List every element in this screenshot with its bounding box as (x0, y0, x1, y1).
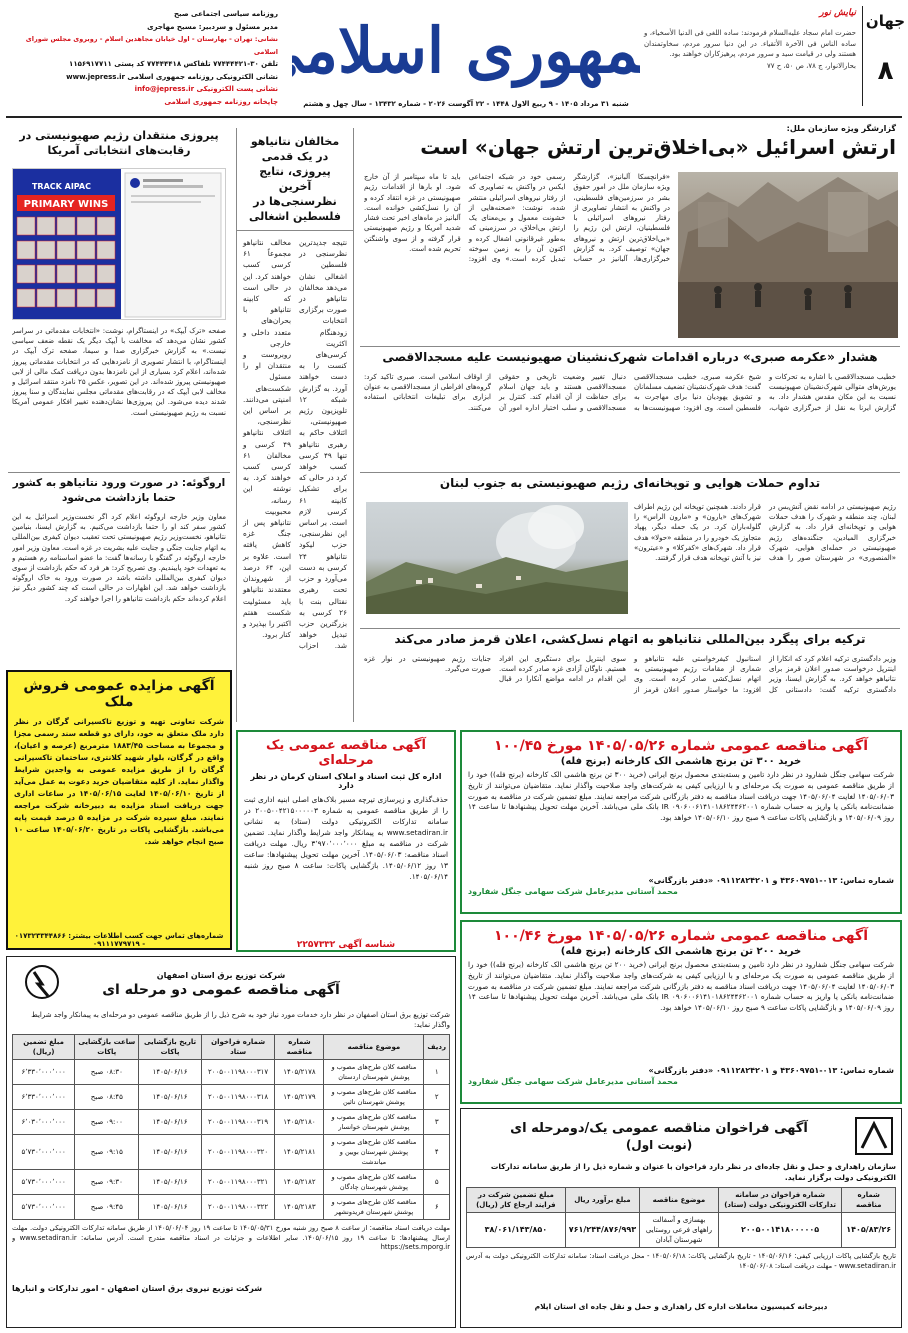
masthead-rule (6, 116, 902, 118)
info-line: چاپخانه روزنامه جمهوری اسلامی (164, 97, 278, 106)
power-cell: ۲۰۰۵۰۰۱۱۹۸۰۰۰۳۱۷ (201, 1060, 275, 1085)
graphic-title: PRIMARY WINS (23, 199, 109, 210)
road-col-header: شماره فراخوان در سامانه تدارکات الکترونیکی دولت (ستاد) (718, 1188, 842, 1213)
info-line: تلفن ۳۰-۷۷۴۴۴۴۲۱ تلفاکس ۷۷۴۴۴۴۱۸ کد پستی ۱۱۵۶۹۱۷۷۱۱ (69, 60, 278, 68)
road-cell: ۷۶۱/۲۴۴/۸۷۶/۹۹۳ (565, 1213, 639, 1248)
power-company-logo-icon (12, 962, 72, 1006)
road-cell: ۲۰۰۵۰۰۱۴۱۸۰۰۰۰۰۵ (718, 1213, 842, 1248)
side-body: نتیجه جدیدترین نظرسنجی در فلسطین اشغالی نشان می‌دهد مخالفان نتانیاهو در صورت برگزاری انتخابات زودهنگام اکثریت کرسی‌های کنست را به دست خواهند آورد. به گزارش شبکه ۱۲ تلویزیون رژیم صهیونیستی، ائتلاف حاکم به رهبری نتانیاهو تنها ۴۹ کرسی کسب خواهد کرد در حالی که برای تشکیل کابینه ۶۱ کرسی لازم است. بر اساس این نظرسنجی، حزب لیکود نتانیاهو ۲۴ کرسی به دست می‌آورد و حزب تحت رهبری نفتالی بنت با ۲۶ کرسی به بزرگترین حزب تبدیل خواهد شد. احزاب مخالف نتانیاهو مجموعاً ۶۱ کرسی کسب خواهند کرد. این در حالی است که کابینه نتانیاهو با بحران‌های متعدد داخلی و خارجی روبروست و منتقدان او را مسئول شکست‌های امنیتی می‌دانند. بر اساس این نظرسنجی، ائتلاف نتانیاهو ۴۹ کرسی و مخالفان ۶۱ کرسی کسب خواهند کرد. به نوشته این رسانه، محبوبیت نتانیاهو پس از جنگ غزه کاهش یافته است. علاوه بر این، ۶۴ درصد از شهروندان معتقدند نتانیاهو باید مسئولیت شکست هفتم اکتبر را بپذیرد و کنار برود. (243, 238, 347, 651)
power-cell: ۶٬۰۳۰٬۰۰۰٬۰۰۰ (13, 1110, 75, 1135)
left-mid-story (6, 476, 232, 664)
side-headline: مخالفان نتانیاهو در یک قدمی پیروزی، نتایج آخرین نظرسنجی‌ها در فلسطین اشغالی (237, 128, 353, 231)
graphic-brand: TRACK AIPAC (31, 182, 91, 191)
track-aipac-graphic (12, 168, 226, 320)
power-cell: ۲۰۰۵۰۰۱۱۹۸۰۰۰۳۲۱ (201, 1170, 275, 1195)
power-cell: ۱۴۰۵/۰۶/۱۶ (139, 1195, 201, 1220)
rice1-contact: شماره تماس: ۰۱۳-۴۳۶۰۹۷۵۱ و ۰۹۱۱۲۸۲۴۲۰۱ «دفتر بازرگانی» (648, 876, 894, 885)
road-col-header: شماره مناقصه (842, 1188, 896, 1213)
newspaper-logo (292, 2, 640, 92)
power-table-row (13, 1135, 450, 1170)
article3-top-rule (360, 472, 900, 473)
quote-source: بحارالانوار، ج ۷۸، ص ۵۰، ح ۷۷ (766, 61, 856, 70)
power-table-row (13, 1195, 450, 1220)
power-cell: مناقصه کلان طرح‌های مصوب و پوشش شهرستان چادگان (324, 1170, 424, 1195)
road-notes: تاریخ بازگشایی پاکات ارزیابی کیفی: ۱۴۰۵/۰۶/۱۶ - تاریخ بازگشایی پاکات: ۱۴۰۵/۰۶/۱۸ - محل دریافت اسناد: سامانه تدارکات الکترونیکی دولت به آدرس www.setadiran.ir - مهلت دریافت اسناد: ۱۴۰۵/۰۶/۰۸ (466, 1252, 896, 1270)
power-col-header: موضوع مناقصه (324, 1035, 424, 1060)
road-intro: سازمان راهداری و حمل و نقل جاده‌ای در نظر دارد فراخوان با عنوان و شماره ذیل را از طریق سامانه تدارکات الکترونیکی دولت برگزار نماید. (490, 1162, 896, 1182)
power-cell: ۰۹:۳۰ صبح (75, 1170, 139, 1195)
road-tender-ad (460, 1108, 902, 1328)
power-cell: ۰۹:۴۵ صبح (75, 1195, 139, 1220)
kerman-subtitle: اداره کل ثبت اسناد و املاک استان کرمان در نظر دارد (250, 772, 442, 790)
power-table-row (13, 1085, 450, 1110)
power-table-row (13, 1170, 450, 1195)
kerman-title: آگهی مناقصه عمومی یک مرحله‌ای (266, 738, 426, 768)
info-line: روزنامه سیاسی اجتماعی صبح (173, 10, 278, 18)
section-label (862, 6, 908, 106)
road-logo (852, 1114, 896, 1158)
road-col-header: موضوع مناقصه (640, 1188, 719, 1213)
logo-wordmark (292, 2, 640, 92)
auction-body: شرکت تعاونی تهیه و توزیع تاکسیرانی گرگان در نظر دارد ملک متعلق به خود، دارای دو قطعه سند رسمی مجزا و مجموعا به مساحت ۱۸۸۳/۴۵ مترمربع (عرصه و اعیان)، واقع در گرگان، بلوار شهید کلانتری، ساختمان تاکسیرانی گرگان را از طریق مزایده عمومی به واجدین شرایط واگذار نماید. از کلیه متقاضیان خرید دعوت به عمل می‌آید از تاریخ ۱۴۰۵/۰۶/۱۰ لغایت ۱۴۰۵/۰۶/۱۵ در ساعات اداری جهت دریافت اسناد مزایده به دبیرخانه شرکت مراجعه نمایند. مبلغ سپرده شرکت در مزایده ۵ درصد قیمت پایه می‌باشد. بازگشایی پاکات در تاریخ ۱۴۰۵/۰۶/۲۰ ساعت ۱۰ صبح انجام خواهد شد. (14, 717, 224, 846)
article2 (360, 350, 900, 470)
power-cell: ۱۴۰۵/۰۶/۱۶ (139, 1135, 201, 1170)
power-cell: ۰۹:۱۵ صبح (75, 1135, 139, 1170)
rice1-signature: محمد آستانی مدیرعامل شرکت سهامی جنگل شفارود (468, 887, 678, 896)
power-cell: ۱۴۰۵/۲۱۸۲ (275, 1170, 324, 1195)
rice-tender-ad-2 (460, 920, 902, 1104)
left-top-headline: پیروزی منتقدان رژیم صهیونیستی در رقابت‌های انتخاباتی آمریکا (19, 129, 219, 157)
road-col-header: مبلغ برآورد ریال (565, 1188, 639, 1213)
power-col-header: تاریخ بازگشایی پاکات (139, 1035, 201, 1060)
power-cell: ۱۴۰۵/۲۱۷۹ (275, 1085, 324, 1110)
info-line: نشانی: تهران - بهارستان - اول خیابان مجاهدین اسلام - روبروی مجلس شورای اسلامی (25, 35, 278, 56)
rice2-title: آگهی مناقصه عمومی شماره ۱۴۰۵/۰۵/۲۶ مورخ ۱۰۰/۴۶ (493, 928, 868, 944)
power-table-row (13, 1110, 450, 1135)
power-cell: ۰۸:۴۵ صبح (75, 1085, 139, 1110)
auction-title: آگهی مزایده عمومی فروش ملک (23, 678, 215, 710)
left-mid-headline: اروگوئه: در صورت ورود نتانیاهو به کشور حتما بازداشت می‌شود (12, 477, 226, 504)
left-top-body: صفحه «ترک آیپک» در اینستاگرام، نوشت: «انتخابات مقدماتی در سراسر کشور نشان می‌دهد که مخالفت با آیپک دیگر یک نقطه ضعف سیاسی نیست.» به گزارش خبرگزاری صدا و سیما، صفحه ترک آیپک در اینستاگرام، با انتشار تصویری از نامزدهایی که در انتخابات مقدماتی پیروز شده‌اند، اعلام کرد بسیاری از این نامزدها بدون دریافت کمک مالی از لابی صهیونیستی پیروز شده‌اند. در این تصویر، عکس ۲۵ نامزد منتقد اسرائیل و مخالف لابی آیپک که در رقابت‌های مقدماتی مجلس نمایندگان و سنا پیروز شدند دیده می‌شود. این پیروزی‌ها نشان‌دهنده تغییر افکار عمومی آمریکا نسبت به رژیم صهیونیستی است. (12, 327, 226, 417)
article4-headline: ترکیه برای پیگرد بین‌المللی نتانیاهو به اتهام نسل‌کشی، اعلان قرمز صادر می‌کند (394, 632, 866, 646)
info-line: نشانی پست الکترونیکی info@jepress.ir (134, 85, 278, 93)
quote-box (644, 8, 856, 108)
article3-photo (366, 502, 628, 614)
road-col-header: مبلغ تضمین شرکت در فرایند ارجاع کار (ریال) (467, 1188, 566, 1213)
left-mid-body: معاون وزیر خارجه اروگوئه اعلام کرد اگر نخست‌وزیر اسرائیل به این کشور سفر کند او را حتما بازداشت می‌کنیم. به گزارش ایسنا، بنیامین نتانیاهو، نخست‌وزیر رژیم صهیونیستی تحت تعقیب دیوان کیفری بین‌المللی به اتهام جنایت جنگی و جنایت علیه بشریت در غزه است. معاون وزیر امور خارجه اروگوئه در گفتگو با رسانه‌ها گفت: ما عضو اساسنامه رم هستیم و به تعهدات خود پایبندیم. وی تصریح کرد: هر فرد که حکم بازداشت از سوی دیوان کیفری بین‌المللی داشته باشد در صورت ورود به خاک اروگوئه بازداشت خواهد شد. این اظهارات در حالی است که چند کشور دیگر نیز اعلام کرده‌اند حکم بازداشت نتانیاهو را اجرا خواهند کرد. (12, 513, 226, 603)
lead-kicker: گزارشگر ویژه سازمان ملل: (786, 124, 896, 133)
power-notes: مهلت دریافت اسناد مناقصه: از ساعت ۸ صبح روز شنبه مورخ ۱۴۰۵/۰۵/۳۱ تا ساعت ۱۹ روز ۱۴۰۵/۰۶/۰۴ از طریق سامانه تدارکات الکترونیکی دولت. مهلت ارسال پیشنهادها: تا ساعت ۱۹ روز ۱۴۰۵/۰۶/۱۵. سایر اطلاعات و جزئیات در اسناد مناقصه مندرج است. آدرس سامانه: www.setadiran.ir و https://sets.mporg.ir (12, 1224, 450, 1251)
power-cell: ۰۸:۳۰ صبح (75, 1060, 139, 1085)
power-cell: مناقصه کلان طرح‌های مصوب و پوشش شهرستان فریدونشهر (324, 1195, 424, 1220)
power-cell: ۲۰۰۵۰۰۱۱۹۸۰۰۰۳۱۹ (201, 1110, 275, 1135)
article2-headline: هشدار «عکرمه صبری» درباره اقدامات شهرک‌نشینان صهیونیست علیه مسجدالاقصی (382, 350, 878, 364)
power-cell: ۳ (424, 1110, 450, 1135)
power-tender-ad (6, 956, 456, 1328)
article2-top-rule (360, 346, 900, 347)
road-table-header (467, 1188, 896, 1213)
power-cell: ۱۴۰۵/۰۶/۱۶ (139, 1085, 201, 1110)
power-col-header: مبلغ تضمین (ریال) (13, 1035, 75, 1060)
power-table-row (13, 1060, 450, 1085)
power-cell: ۴ (424, 1135, 450, 1170)
power-cell: ۵٬۷۳۰٬۰۰۰٬۰۰۰ (13, 1195, 75, 1220)
power-cell: ۱۴۰۵/۲۱۸۱ (275, 1135, 324, 1170)
road-cell: بهسازی و آسفالت راههای فرعی روستایی شهرستان آبادان (640, 1213, 719, 1248)
rice1-subtitle: خرید ۳۰۰ تن برنج هاشمی الک کارخانه (برنج فله) (560, 756, 802, 767)
lead-photo (678, 172, 898, 338)
power-cell: مناقصه کلان طرح‌های مصوب و پوشش شهرستان خوانسار (324, 1110, 424, 1135)
article3 (360, 476, 900, 626)
smoke-hills-image (366, 502, 628, 614)
road-table-row (467, 1213, 896, 1248)
info-line: نشانی الکترونیکی روزنامه جمهوری اسلامی www.jepress.ir (66, 72, 278, 81)
lead-headline: ارتش اسرائیل «بی‌اخلاق‌ترین ارتش جهان» است (420, 135, 896, 159)
power-signature: شرکت توزیع نیروی برق استان اصفهان - امور تدارکات و انبارها (12, 1284, 263, 1293)
power-cell: ۲۰۰۵۰۰۱۱۹۸۰۰۰۳۲۰ (201, 1135, 275, 1170)
road-cell: ۱۴۰۵/۸۳/۲۶ (842, 1213, 896, 1248)
power-table-header (13, 1035, 450, 1060)
page-number: ۸ (877, 56, 894, 86)
primary-wins-image (12, 169, 225, 320)
rubble-scene-image (678, 172, 898, 338)
power-cell: مناقصه کلان طرح‌های مصوب و پوشش شهرستان نائین (324, 1085, 424, 1110)
left-top-story (6, 128, 232, 470)
power-col-header: ردیف (424, 1035, 450, 1060)
power-cell: مناقصه کلان طرح‌های مصوب و پوشش شهرستان اردستان (324, 1060, 424, 1085)
power-cell: ۲۰۰۵۰۰۱۱۹۸۰۰۰۳۲۲ (201, 1195, 275, 1220)
power-cell: ۵٬۷۳۰٬۰۰۰٬۰۰۰ (13, 1170, 75, 1195)
lead-body: «فرانچسکا آلبانیز»، گزارشگر ویژه سازمان ملل در امور حقوق بشر در سرزمین‌های فلسطینی، در واکنش به انتشار تصاویری از رفتار نیروهای اسرائیلی با فلسطینیان، ارتش این رژیم را «بی‌اخلاق‌ترین ارتش و نیروهای جهان» توصیف کرد. به گزارش خبرگزاری‌ها، آلبانیز در حساب رسمی خود در شبکه اجتماعی ایکس در واکنش به تصاویری که از رفتار نیروهای اسرائیلی منتشر شده، نوشت: «صحنه‌هایی از خشونت معمول و بی‌معنای یک ارتش بی‌اخلاق، در سرزمینی که به‌طور غیرقانونی اشغال کرده و اکنون آن را به زمین سوخته تبدیل کرده است.» وی افزود: باید تا ماه سپتامبر از آن خارج شود. او بارها از اقدامات رژیم صهیونیستی در غزه انتقاد کرده و آن را نسل‌کشی خوانده است. آلبانیز در ماه‌های اخیر تحت فشار شدید آمریکا و رژیم صهیونیستی قرار گرفته و از سوی واشنگتن تحریم شده است. (364, 173, 670, 264)
dateline: شنبه ۳۱ مرداد ۱۴۰۵ - ۹ ربیع الاول ۱۴۴۸ - ۲۲ آگوست ۲۰۲۶ - شماره ۱۳۴۳۲ - سال چهل و هشتم (303, 100, 629, 108)
auction-ad (6, 670, 232, 950)
power-cell: ۱۴۰۵/۲۱۸۳ (275, 1195, 324, 1220)
power-cell: ۲۰۰۵۰۰۱۱۹۸۰۰۰۳۱۸ (201, 1085, 275, 1110)
section-title: جهان (865, 12, 906, 30)
article3-headline: تداوم حملات هوایی و توپخانه‌ای رژیم صهیونیستی به جنوب لبنان (439, 476, 821, 490)
power-cell: ۵٬۷۳۰٬۰۰۰٬۰۰۰ (13, 1135, 75, 1170)
rice2-contact: شماره تماس: ۰۱۳-۴۳۶۰۹۷۵۱ و ۰۹۱۱۲۸۲۴۲۰۱ «دفتر بازرگانی» (648, 1066, 894, 1075)
quote-text: حضرت امام سجاد علیه‌السلام فرمودند: ساده اللغی فی الدنیا الأسخیاء، و ساده الناس فی الآخرة الأتقیاء. در این دنیا سرور مردم، سخاوتمندان هستند ولی در قیامت سید و سرور مردم، پرهیزکاران خواهند بود. (644, 29, 856, 58)
rice2-subtitle: خرید ۲۰۰ تن برنج هاشمی الک کارخانه (برنج فله) (560, 946, 802, 957)
road-title: آگهی فراخوان مناقصه عمومی یک/دومرحله ای (510, 1120, 808, 1136)
power-cell: ۶ (424, 1195, 450, 1220)
power-cell: ۶٬۳۳۰٬۰۰۰٬۰۰۰ (13, 1085, 75, 1110)
info-box (8, 8, 278, 108)
article4-body: وزیر دادگستری ترکیه اعلام کرد که انکارا از اینترپل درخواست صدور اعلان قرمز برای نتانیاهو خواهد کرد. به گزارش ایسنا، وزیر دادگستری ترکیه گفت: دادستانی کل استانبول کیفرخواستی علیه نتانیاهو و شماری از مقامات رژیم صهیونیستی به اتهام نسل‌کشی صادر کرده است. وی افزود: ما خواستار صدور اعلان قرمز از سوی اینترپل برای دستگیری این افراد هستیم. ناوگان آزادی غزه صادر کرده است. این اقدام در ادامه مواضع آنکارا در قبال جنایات رژیم صهیونیستی در نوار غزه صورت می‌گیرد. (364, 655, 896, 694)
rice2-signature: محمد آستانی مدیرعامل شرکت سهامی جنگل شفارود (468, 1077, 678, 1086)
rice-tender-ad-1 (460, 730, 902, 914)
power-org: شرکت توزیع برق استان اصفهان (156, 970, 286, 980)
side-column (236, 128, 354, 722)
kerman-body: حذف‌گذاری و زیرسازی تیرچه مسیر بلاک‌های اصلی ابنیه اداری ثبت را از طریق مناقصه عمومی به شماره ۲۰۰۵۰۰۴۲۱۵۰۰۰۰۰۳ در سامانه تدارکات الکترونیکی دولت (ستاد) به نشانی www.setadiran.ir به پیمانکار واجد شرایط واگذار نماید. تضمین شرکت در مناقصه به مبلغ ۳٬۹۷۰٬۰۰۰٬۰۰۰ ریال. مهلت دریافت اسناد مناقصه: ۱۴۰۵/۰۶/۰۳. آخرین مهلت تحویل پیشنهادها: ساعت ۱۳ روز ۱۴۰۵/۰۶/۱۲. بازگشایی پاکات: ساعت ۸ صبح روز شنبه ۱۴۰۵/۰۶/۱۴. (244, 795, 448, 881)
quote-title: نیایش نور (819, 8, 856, 18)
power-logo (12, 962, 72, 1006)
power-cell: ۱۴۰۵/۰۶/۱۶ (139, 1170, 201, 1195)
road-signature: دبیرخانه کمیسیون معاملات اداره کل راهداری و حمل و نقل جاده ای استان ایلام (534, 1302, 828, 1311)
power-title: آگهی مناقصه عمومی دو مرحله ای (102, 981, 340, 998)
lead-story (358, 124, 902, 344)
rice1-body: شرکت سهامی جنگل شفارود در نظر دارد تامین و بسته‌بندی محصول برنج ایرانی (خرید ۳۰۰ تن برنج هاشمی الک کارخانه (برنج فله)) خود را از طریق مناقصه عمومی به صورت یک مرحله‌ای و با ارزیابی کیفی به شرکت‌های واجد صلاحیت واگذار نماید. متقاضیان می‌توانند از تاریخ ۱۴۰۵/۰۶/۰۳ لغایت ۱۴۰۵/۰۶/۰۴ جهت دریافت اسناد مناقصه به دفتر بازرگانی شرکت مراجعه نمایند. مبلغ تضمین شرکت در مناقصه به صورت ضمانت‌نامه بانکی یا واریز به حساب شماره IR ۰۹۰۶۰۰۶۱۴۱۰۱۸۶۲۴۴۶۲۰۰۱ بانک ملی می‌باشد. آخرین مهلت تحویل پیشنهادها تا ساعت ۱۴ روز ۱۴۰۵/۰۶/۰۹ و بازگشایی پاکات ساعت ۹ صبح روز ۱۴۰۵/۰۶/۱۰ خواهد بود. (468, 770, 894, 823)
power-col-header: شماره مناقصه (275, 1035, 324, 1060)
power-cell: مناقصه کلان طرح‌های مصوب و پوشش شهرستان بویین و میاندشت (324, 1135, 424, 1170)
power-cell: ۱۴۰۵/۰۶/۱۶ (139, 1110, 201, 1135)
road-subtitle: (نوبت اول) (625, 1137, 693, 1152)
power-col-header: ساعت بازگشایی پاکات (75, 1035, 139, 1060)
article4 (360, 632, 900, 724)
article4-top-rule (360, 628, 900, 629)
power-cell: ۱۴۰۵/۲۱۷۸ (275, 1060, 324, 1085)
masthead (0, 0, 908, 118)
power-cell: ۱۴۰۵/۲۱۸۰ (275, 1110, 324, 1135)
power-cell: ۱۴۰۵/۰۶/۱۶ (139, 1060, 201, 1085)
article2-body: خطیب مسجدالاقصی با اشاره به تحرکات و یورش‌های متوالی شهرک‌نشینان صهیونیست نسبت به این مکان مقدس هشدار داد. به گزارش ایرنا به نقل از خبرگزاری شهاب، شیخ عکرمه صبری، خطیب مسجدالاقصی گفت: هدف شهرک‌نشینان تضعیف مسلمانان و تشویق یهودیان دنیا برای مهاجرت به فلسطین است. وی افزود: صهیونیست‌ها به دنبال تغییر وضعیت تاریخی و حقوقی مسجدالاقصی هستند و باید جهان اسلام برای حفاظت از آن اقدام کند. کنترل بر مسجدالاقصی و سلب اختیار اداره امور آن از اوقاف اسلامی است. صبری تاکید کرد: گروه‌های افراطی از مسجدالاقصی به عنوان ابزاری برای تبلیغات انتخاباتی استفاده می‌کنند. (364, 373, 896, 412)
power-cell: ۶٬۳۳۰٬۰۰۰٬۰۰۰ (13, 1060, 75, 1085)
info-line: مدیر مسئول و سردبیر: مسیح مهاجری (147, 22, 278, 31)
rice1-title: آگهی مناقصه عمومی شماره ۱۴۰۵/۰۵/۲۶ مورخ ۱۰۰/۴۵ (493, 738, 868, 754)
power-cell: ۱ (424, 1060, 450, 1085)
article3-body-right: رژیم صهیونیستی در ادامه نقض آتش‌بس در لبنان، چند منطقه و شهرک را هدف حملات هوایی و توپخانه‌ای قرار داد. به گزارش خبرگزاری المیادین، جنگنده‌های رژیم صهیونیستی در حمله‌ای هوایی، شهرک «المنصوری» در شهرستان صور را هدف قرار دادند. همچنین توپخانه این رژیم اطراف شهرک‌های «یارون» و «مارون الراس» را گلوله‌باران کرد. در یک حمله دیگر، پهپاد متجاوز یک خودرو را در منطقه «حولا» هدف قرار داد. شهرک‌های «کفرکلا» و «عیترون» نیز با آتش توپخانه هدف قرار گرفتند. (634, 503, 896, 563)
power-table (12, 1034, 450, 1220)
road-org-logo-icon (852, 1114, 896, 1158)
power-col-header: شماره فراخوان ستاد (201, 1035, 275, 1060)
road-cell: ۳۸/۰۶۱/۱۴۳/۸۵۰ (467, 1213, 566, 1248)
power-intro: شرکت توزیع برق استان اصفهان در نظر دارد خدمات مورد نیاز خود به شرح ذیل را از طریق مناقصه عمومی دو مرحله‌ای به پیمانکار واجد شرایط واگذار نماید: (31, 1011, 450, 1029)
logo-text: مهوری اسلام (304, 14, 640, 87)
power-cell: ۰۹:۰۰ صبح (75, 1110, 139, 1135)
auction-footer: شماره‌های تماس جهت کسب اطلاعات بیشتر: ۰۱۷۳۲۳۳۴۴۸۶۶ - ۰۹۱۱۱۷۷۹۷۱۹ (14, 932, 224, 948)
power-cell: ۵ (424, 1170, 450, 1195)
power-cell: ۲ (424, 1085, 450, 1110)
left-divider (8, 472, 230, 473)
road-table (466, 1187, 896, 1248)
kerman-tender-ad (236, 730, 456, 952)
rice2-body: شرکت سهامی جنگل شفارود در نظر دارد تامین و بسته‌بندی محصول برنج ایرانی (خرید ۲۰۰ تن برنج هاشمی الک کارخانه (برنج فله)) خود را از طریق مناقصه عمومی به صورت یک مرحله‌ای و با ارزیابی کیفی به شرکت‌های واجد صلاحیت واگذار نماید. متقاضیان می‌توانند از تاریخ ۱۴۰۵/۰۶/۰۳ لغایت ۱۴۰۵/۰۶/۰۴ جهت دریافت اسناد مناقصه به دفتر بازرگانی شرکت مراجعه نمایند. مبلغ تضمین شرکت در مناقصه به صورت ضمانت‌نامه بانکی یا واریز به حساب شماره IR ۰۹۰۶۰۰۶۱۴۱۰۱۸۶۲۴۴۶۲۰۰۱ بانک ملی می‌باشد. آخرین مهلت تحویل پیشنهادها تا ساعت ۱۴ روز ۱۴۰۵/۰۶/۰۹ و بازگشایی پاکات ساعت ۹ صبح روز ۱۴۰۵/۰۶/۱۰ خواهد بود. (468, 960, 894, 1013)
kerman-footer: شناسه آگهی ۲۲۵۷۳۳۲ (296, 940, 396, 950)
